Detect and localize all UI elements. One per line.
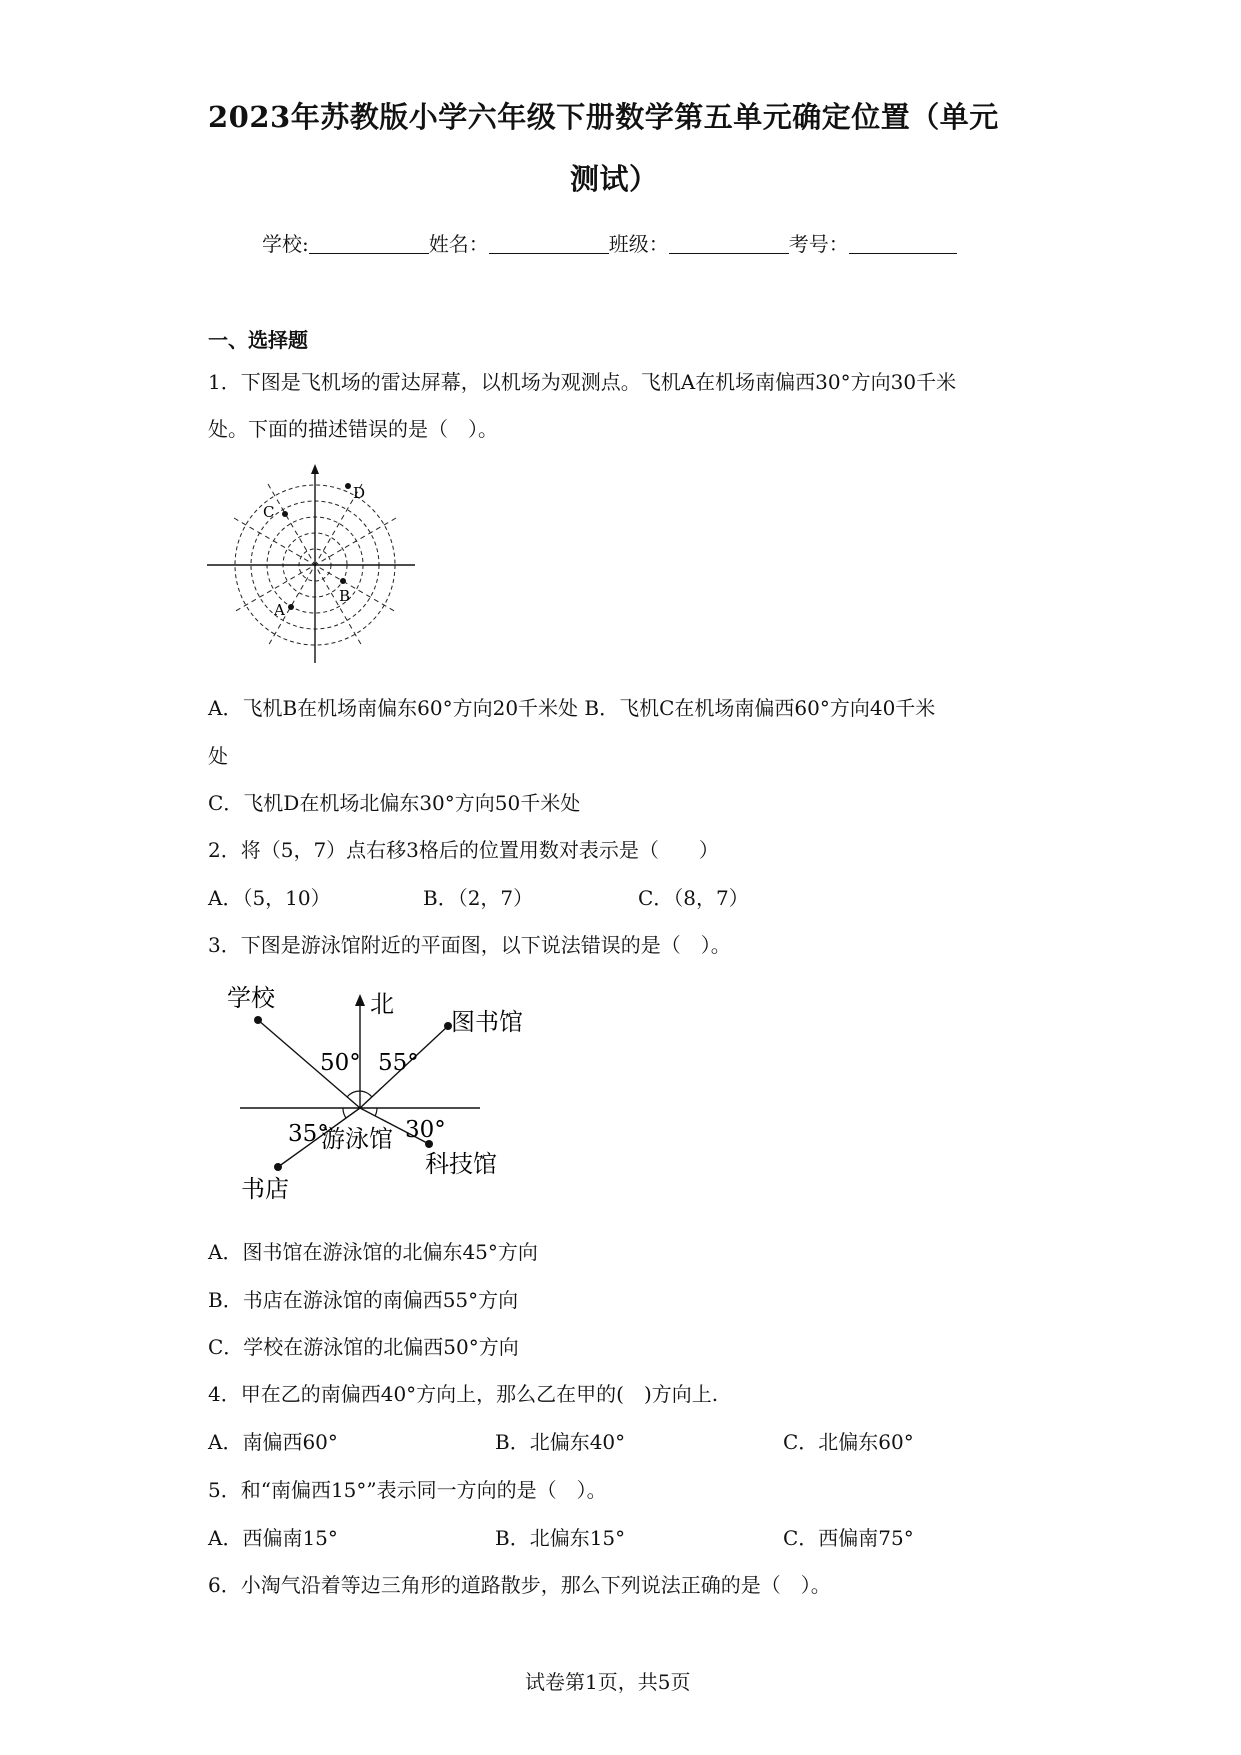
q2-stem: 2．将（5，7）点右移3格后的位置用数对表示是（ ） [208, 838, 719, 862]
q4-option-b: B．北偏东40° [495, 1430, 626, 1454]
q4-stem: 4．甲在乙的南偏西40°方向上，那么乙在甲的( )方向上. [208, 1382, 719, 1406]
exam-no-label: 考号： [788, 232, 849, 256]
q2-option-a: A．（5，10） [208, 886, 331, 910]
school-blank[interactable] [309, 252, 429, 254]
school-label: 学校: [262, 232, 309, 256]
north-arrow-icon [355, 994, 365, 1006]
q6-stem: 6．小淘气沿着等边三角形的道路散步，那么下列说法正确的是（ ）。 [208, 1573, 831, 1597]
angle-30-label: 30° [405, 1117, 446, 1143]
class-blank[interactable] [669, 252, 789, 254]
plane-d-dot [345, 483, 351, 489]
plane-d-label: D [353, 484, 366, 502]
q1-stem-line1: 1．下图是飞机场的雷达屏幕，以机场为观测点。飞机A在机场南偏西30°方向30千米 [208, 370, 957, 394]
plane-c-label: C [263, 503, 275, 521]
q3-option-b: B．书店在游泳馆的南偏西55°方向 [208, 1288, 519, 1312]
class-label: 班级： [608, 232, 669, 256]
angle-35-label: 35° [288, 1121, 329, 1147]
q1-options-ab-cont: 处 [208, 744, 228, 768]
angle-55-label: 55° [378, 1050, 419, 1076]
bookstore-label: 书店 [241, 1175, 289, 1203]
plane-c-dot [282, 511, 288, 517]
q5-option-a: A．西偏南15° [208, 1526, 338, 1550]
q3-option-a: A．图书馆在游泳馆的北偏东45°方向 [208, 1240, 538, 1264]
library-label: 图书馆 [451, 1008, 523, 1036]
pool-label: 游泳馆 [321, 1125, 393, 1153]
plane-b-dot [340, 578, 346, 584]
section-heading: 一、选择题 [208, 328, 308, 352]
q5-option-b: B．北偏东15° [495, 1526, 626, 1550]
radar-diagram [205, 460, 425, 670]
q4-option-a: A．南偏西60° [208, 1430, 338, 1454]
plane-b-label: B [339, 587, 351, 605]
q3-stem: 3．下图是游泳馆附近的平面图，以下说法错误的是（ ）。 [208, 933, 731, 957]
q2-option-c: C．（8，7） [638, 886, 749, 910]
q2-option-b: B．（2，7） [423, 886, 534, 910]
q3-option-c: C．学校在游泳馆的北偏西50°方向 [208, 1335, 519, 1359]
page-footer: 试卷第1页，共5页 [525, 1670, 691, 1694]
q5-stem: 5．和“南偏西15°”表示同一方向的是（ ）。 [208, 1478, 607, 1502]
q1-stem-line2: 处。下面的描述错误的是（ ）。 [208, 417, 498, 441]
q4-option-c: C．北偏东60° [783, 1430, 914, 1454]
name-blank[interactable] [489, 252, 609, 254]
pool-map-diagram [215, 970, 525, 1210]
q1-options-ab: A．飞机B在机场南偏东60°方向20千米处 B．飞机C在机场南偏西60°方向40千米 [208, 696, 936, 720]
student-info-line [262, 228, 957, 257]
page-title-line2: 测试） [570, 162, 659, 196]
angle-50-label: 50° [320, 1050, 361, 1076]
plane-a-label: A [274, 601, 285, 619]
exam-no-blank[interactable] [849, 252, 957, 254]
school-dot [254, 1016, 262, 1024]
north-label: 北 [370, 990, 394, 1018]
q1-option-c: C．飞机D在机场北偏东30°方向50千米处 [208, 791, 581, 815]
plane-a-dot [288, 604, 294, 610]
bookstore-dot [274, 1163, 282, 1171]
name-label: 姓名： [428, 232, 489, 256]
tech-label: 科技馆 [425, 1150, 497, 1178]
q5-option-c: C．西偏南75° [783, 1526, 914, 1550]
page-title-line1: 2023年苏教版小学六年级下册数学第五单元确定位置（单元 [208, 100, 999, 134]
school-label: 学校 [227, 984, 275, 1012]
north-arrow-icon [311, 464, 319, 474]
